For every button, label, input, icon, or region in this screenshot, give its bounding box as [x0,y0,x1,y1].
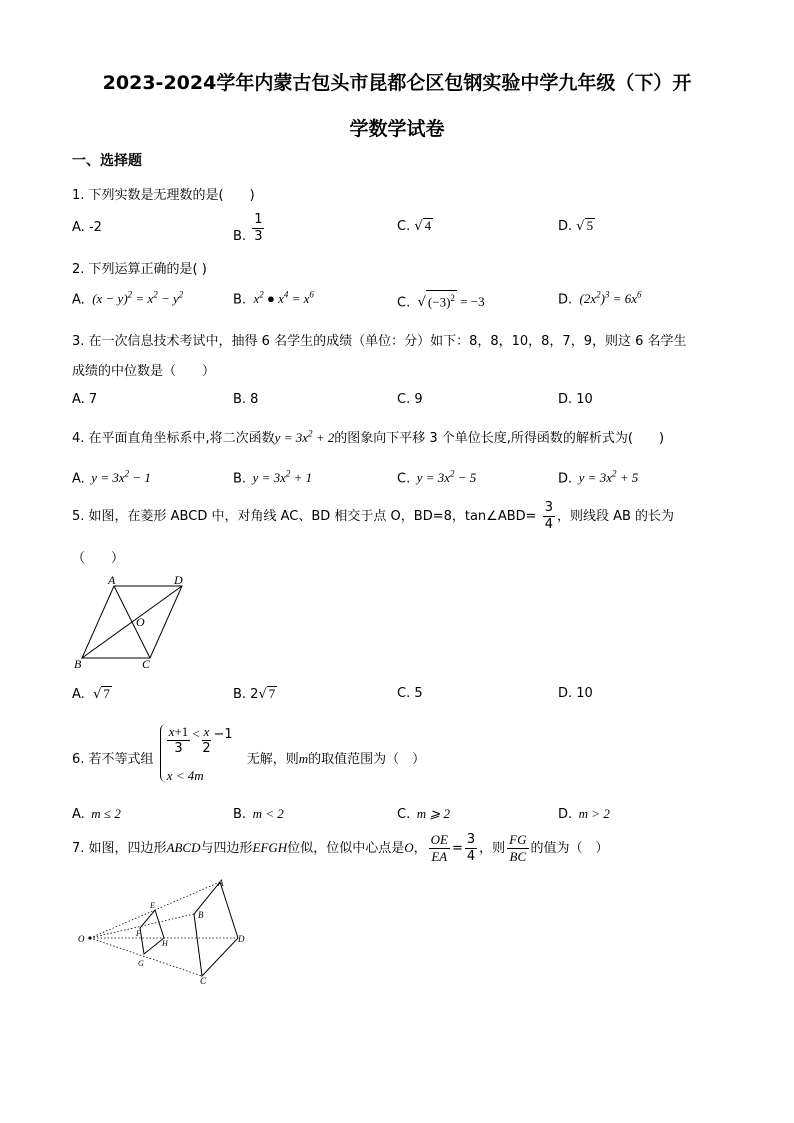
q7-mid2: 位似，位似中心点是 [287,841,405,856]
q4-options [72,469,732,493]
q7-center: O [404,840,414,855]
q1-option-a [72,220,102,235]
q1-option-b [233,212,266,245]
q4-option-b: B. $y = 3x^2 + 1$ [233,469,313,487]
q7-frac1-num: OE [430,832,448,847]
q7-frac1-den: EA [431,849,448,864]
q5-tan-fraction [543,500,555,533]
q1-option-c: C. √ 4 [397,218,432,234]
q5-rhombus-figure [70,572,200,672]
q6-d-label: D. [558,807,573,822]
q4-option-d: D. $y = 3x^2 + 5$ [558,469,639,487]
q5-option-d: D. 10 [558,686,593,701]
label-D: D [174,573,183,587]
q6-option-d: D. m > 2 [558,806,610,822]
q7-ratio-fg-bc [507,832,528,865]
q5-a-radicand: 7 [103,686,110,701]
q7-eq-den: 4 [466,849,476,864]
q6-inequality-system: $\frac{x+1}{3}$ < $\frac{x}{2}$ −1 x < 4m [160,724,247,782]
q5-options [72,686,732,710]
q1-options [72,212,732,244]
q3-options [72,392,732,416]
q2-option-d: D. $(2x^2)^3 = 6x^6$ [558,290,642,308]
label-A: A [108,573,116,587]
q3-stem-line2: 成绩的中位数是（ ） [72,364,216,379]
q6-option-a: A. m ≤ 2 [72,806,121,822]
label-B: B [74,657,82,671]
label-O: O [136,615,145,629]
q4-d-label: D. [558,471,573,487]
q7-mid: 与四边形 [200,841,253,856]
label-C: C [142,657,151,671]
q1-b-den: 3 [254,229,263,244]
fig7-label-C: C [200,976,207,986]
fig7-label-H: H [162,939,168,948]
q7-stem: 7. 如图，四边形ABCD与四边形EFGH位似，位似中心点是O， $\frac{OE}{EA}$ = $\frac{3}{4}$ ，则 $\frac{FG}{BC}$ 的值为（ ） [72,832,609,864]
q7-eq-num: 3 [466,832,476,847]
q2-options [72,290,732,314]
q4-b-label: B. [233,471,247,487]
q5-stem-pre: 5. 如图，在菱形 ABCD 中，对角线 AC、BD 相交于点 O，BD=8，tan∠ABD= [72,509,537,524]
q4-stem: 4. 在平面直角坐标系中,将二次函数$y = 3x^2 + 2$的图象向下平移 3 个单位长度,所得函数的解析式为( ) [72,428,665,446]
q7-mid3: ，则 [479,841,506,856]
q3-option-d: D. 10 [558,392,593,407]
q6-c-label: C. [397,807,411,822]
q1-b-label: B. [233,229,247,244]
q7-stem-pre: 7. 如图，四边形 [72,841,167,856]
q1-b-fraction [252,212,264,245]
q5-frac-num: 3 [544,500,553,515]
q1-stem: 1. 下列实数是无理数的是( ) [72,188,255,203]
q7-homothety-figure [74,874,264,994]
q4-c-label: C. [397,471,411,487]
q5-frac-den: 4 [544,517,553,532]
q4-option-c: C. $y = 3x^2 - 5$ [397,469,477,487]
q7-quad2: EFGH [252,840,288,855]
q2-option-b: B. $x^2$ ● $x^4 = x^6$ [233,290,314,308]
q2-stem: 2. 下列运算正确的是( ) [72,262,207,277]
q6-option-c: C. m ⩾ 2 [397,806,450,822]
q5-a-label: A. [72,687,85,702]
q6-option-b: B. m < 2 [233,806,284,822]
q2-d-label: D. [558,292,573,308]
q3-option-c: C. 9 [397,392,423,407]
q7-ratio-value [465,832,477,865]
q7-quad1: ABCD [166,840,201,855]
q1-c-radicand: 4 [424,218,432,233]
q5-stem-line2: （ ） [72,551,125,566]
q7-stem-end: 的值为（ ） [530,841,609,856]
q6-a-label: A. [72,807,85,822]
q6-stem-pre: 6. 若不等式组 [72,752,154,767]
q6-options [72,806,732,830]
fig7-label-A: A [218,878,224,888]
q5-option-a: A. √ 7 [72,686,110,702]
fig7-label-E: E [150,901,155,910]
q4-stem-post: 的图象向下平移 3 个单位长度,所得函数的解析式为( ) [334,431,665,446]
q5-stem-post: ，则线段 AB 的长为 [556,509,675,524]
q7-ratio-oe-ea [429,832,450,865]
fig7-label-F: F [136,929,141,938]
fig7-label-G: G [138,959,144,968]
q5-option-b: B. 2√ 7 [233,686,276,702]
q5-b-label: B. 2 [233,687,259,702]
q2-option-a: A. $(x - y)^2 = x^2 - y^2$ [72,290,184,308]
q4-option-a: A. $y = 3x^2 - 1$ [72,469,151,487]
q6-stem-end: 的取值范围为（ ） [308,752,426,767]
q6-b-label: B. [233,807,247,822]
q1-a-label: A. [72,220,85,235]
fig7-label-D: D [238,934,245,944]
q4-stem-pre: 4. 在平面直角坐标系中,将二次函数 [72,431,275,446]
q1-option-d: D. √ 5 [558,218,594,234]
q2-a-label: A. [72,292,85,308]
q4-a-label: A. [72,471,85,487]
section-heading: 一、选择题 [72,153,142,169]
fig7-label-B: B [198,910,204,920]
q5-option-c: C. 5 [397,686,423,701]
q3-option-b: B. 8 [233,392,259,407]
q6-stem-post: 无解，则 [246,752,299,767]
q1-a-value: -2 [88,220,102,235]
q1-d-label: D. [558,219,573,234]
q1-d-radicand: 5 [586,218,594,233]
q1-c-label: C. [397,219,411,234]
q7-frac2-den: BC [509,849,527,864]
page-title-line1: 2023-2024学年内蒙古包头市昆都仑区包钢实验中学九年级（下）开 [102,72,692,94]
q2-c-label: C. [397,295,411,311]
q3-option-a: A. 7 [72,392,98,407]
q2-option-c: C. √ $(-3)^2 = -3$ [397,290,485,310]
q7-frac2-num: FG [509,832,527,847]
q5-b-radicand: 7 [268,686,276,701]
q6-stem: 6. 若不等式组 $\frac{x+1}{3}$ < $\frac{x}{2}$ −1 x < 4m 无解，则m的取值范围为（ ） [72,724,426,783]
fig7-label-O: O [78,934,85,944]
page-title-line2: 学数学试卷 [349,118,445,140]
q3-stem-line1: 3. 在一次信息技术考试中，抽得 6 名学生的成绩（单位：分）如下：8，8，10，8，7，9，则这 6 名学生 [72,334,687,349]
q1-b-num: 1 [254,212,263,227]
q2-b-label: B. [233,292,247,308]
q5-stem [72,500,674,533]
